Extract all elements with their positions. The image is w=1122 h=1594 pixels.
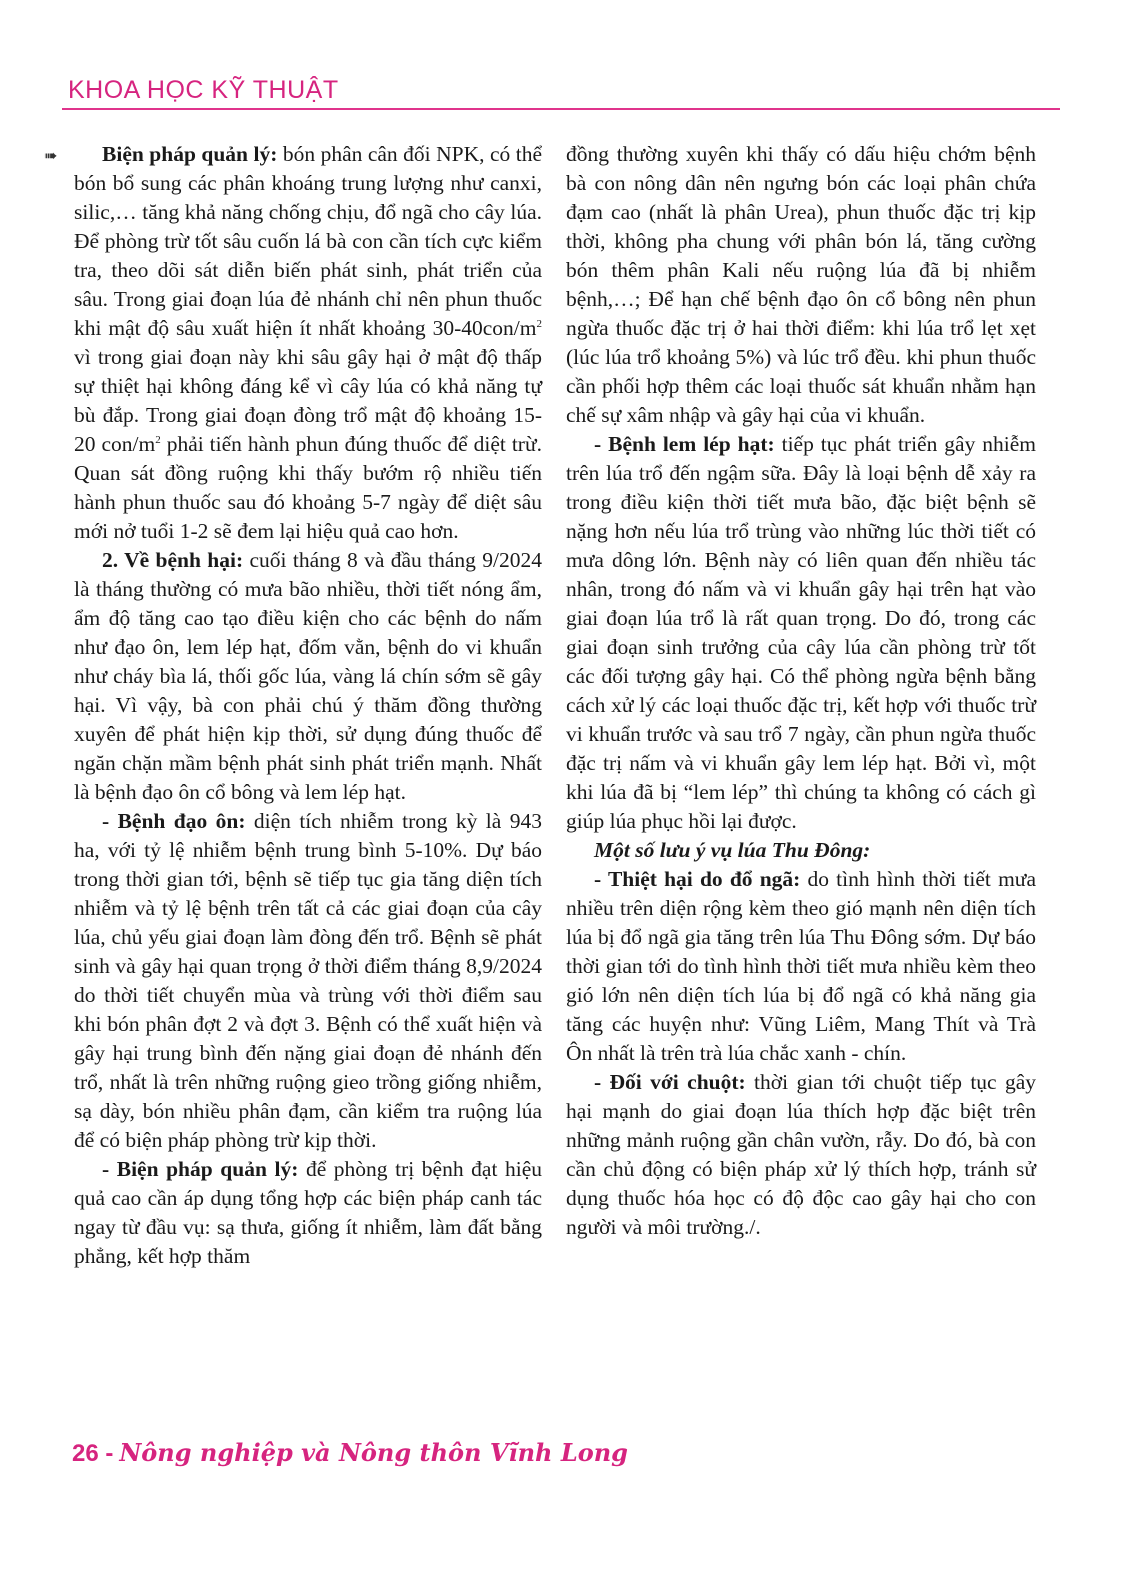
paragraph-text: cuối tháng 8 và đầu tháng 9/2024 là tháng thường có mưa bão nhiều, thời tiết nóng ẩm, ẩm độ tăng cao tạo điều kiện cho các bệnh do nấm như đạo ôn, lem lép hạt, đốm vằn, bệnh do vi khuẩn như cháy bìa lá, thối gốc lúa, vàng lá chín sớm sẽ gây hại. Vì vậy, bà con phải chú ý thăm đồng thường xuyên để phát hiện kịp thời, sử dụng đúng thuốc để ngăn chặn mầm bệnh phát sinh phát triển mạnh. Nhất là bệnh đạo ôn cổ bông và lem lép hạt. <box>74 548 543 804</box>
paragraph-blast-management <box>74 1155 542 1271</box>
paragraph-text: đồng thường xuyên khi thấy có dấu hiệu chớm bệnh bà con nông dân nên ngưng bón các loại phân chứa đạm cao (nhất là phân Urea), phun thuốc đặc trị kịp thời, không pha chung với phân bón lá, tăng cường bón thêm phân Kali nếu ruộng lúa đã bị nhiễm bệnh,…; Để hạn chế bệnh đạo ôn cổ bông nên phun ngừa thuốc đặc trị ở hai thời điểm: khi lúa trổ lẹt xẹt (lúc lúa trổ khoảng 5%) và lúc trổ đều. khi phun thuốc cần phối hợp thêm các loại thuốc sát khuẩn nhằm hạn chế sự xâm nhập và gây hại của vi khuẩn. <box>566 142 1036 427</box>
page-number: 26 - <box>72 1440 114 1467</box>
paragraph-label: - Đối với chuột: <box>594 1070 746 1094</box>
paragraph-label: - Thiệt hại do đổ ngã: <box>594 867 801 891</box>
paragraph-blast-disease <box>74 807 542 1155</box>
paragraph-label: - Bệnh lem lép hạt: <box>594 432 775 456</box>
paragraph-label: 2. Về bệnh hại: <box>102 548 244 572</box>
subheading-text: Một số lưu ý vụ lúa Thu Đông: <box>594 838 871 862</box>
paragraph-text: tiếp tục phát triển gây nhiễm trên lúa trổ đến ngậm sữa. Đây là loại bệnh dễ xảy ra trong điều kiện thời tiết mưa bão, đặc biệt bệnh sẽ nặng hơn nếu lúa trổ trùng vào những lúc thời tiết có mưa dông lớn. Bệnh này có liên quan đến nhiều tác nhân, trong đó nấm và vi khuẩn gây hại trên hạt vào giai đoạn lúa trổ là rất quan trọng. Do đó, trong các giai đoạn sinh trưởng của cây lúa cần phòng trừ tốt các đối tượng gây hại. Có thể phòng ngừa bệnh bằng cách xử lý các loại thuốc đặc trị, kết hợp với thuốc trừ vi khuẩn trước và sau trổ 7 ngày, cần phun ngừa thuốc đặc trị nấm và vi khuẩn gây lem lép hạt. Bởi vì, một khi lúa đã bị “lem lép” thì chúng ta không có cách gì giúp lúa phục hồi lại được. <box>566 432 1037 833</box>
paragraph-text: vì trong giai đoạn này khi sâu gây hại ở mật độ thấp sự thiệt hại không đáng kể vì cây lúa có khả năng tự bù đắp. Trong giai đoạn đòng trổ mật độ khoảng 15-20 con/m <box>74 345 542 456</box>
paragraph-text: thời gian tới chuột tiếp tục gây hại mạnh do giai đoạn lúa thích hợp đặc biệt trên những mảnh ruộng gần chân vườn, rẫy. Do đó, bà con cần chủ động có biện pháp xử lý thích hợp, tránh sử dụng thuốc hóa học có độ độc cao gây hại cho con người và môi trường./. <box>566 1070 1036 1239</box>
right-column <box>566 140 1036 1242</box>
header-divider <box>62 108 1060 110</box>
paragraph-text: diện tích nhiễm trong kỳ là 943 ha, với tỷ lệ nhiễm bệnh trung bình 5-10%. Dự báo trong thời gian tới, bệnh sẽ tiếp tục gia tăng diện tích nhiễm và tỷ lệ bệnh trên tất cả các giai đoạn của cây lúa, chủ yếu giai đoạn làm đòng đến trổ. Bệnh sẽ phát sinh và gây hại quan trọng ở thời điểm tháng 8,9/2024 do thời tiết chuyển mùa và trùng với thời điểm sau khi bón phân đợt 2 và đợt 3. Bệnh có thể xuất hiện và gây hại trung bình đến nặng giai đoạn đẻ nhánh đến trổ, nhất là trên những ruộng gieo trồng giống nhiễm, sạ dày, bón nhiều phân đạm, cần kiểm tra ruộng lúa để có biện pháp phòng trừ kịp thời. <box>74 809 542 1152</box>
paragraph-rats <box>566 1068 1036 1242</box>
paragraph-diseases <box>74 546 542 807</box>
paragraph-text: do tình hình thời tiết mưa nhiều trên diện rộng kèm theo gió mạnh nên diện tích lúa bị đổ ngã gia tăng trên lúa Thu Đông sớm. Dự báo thời gian tới do tình hình thời tiết mưa nhiều kèm theo gió lớn nên diện tích lúa bị đổ ngã có khả năng gia tăng các huyện như: Vũng Liêm, Mang Thít và Trà Ôn nhất là trên trà lúa chắc xanh - chín. <box>566 867 1036 1065</box>
subheading-autumn-winter <box>566 836 1036 865</box>
paragraph-label: - Bệnh đạo ôn: <box>102 809 246 833</box>
paragraph-lodging-damage <box>566 865 1036 1068</box>
paragraph-label: - Biện pháp quản lý: <box>102 1157 299 1181</box>
paragraph-continued <box>566 140 1036 430</box>
paragraph-text: để phòng trị bệnh đạt hiệu quả cao cần áp dụng tổng hợp các biện pháp canh tác ngay từ đầu vụ: sạ thưa, giống ít nhiễm, làm đất bằng phẳng, kết hợp thăm <box>74 1157 542 1268</box>
arrow-bullet-icon: ➠ <box>44 146 58 165</box>
superscript: 2 <box>155 433 161 446</box>
superscript: 2 <box>536 317 542 330</box>
magazine-title: Nông nghiệp và Nông thôn Vĩnh Long <box>119 1438 628 1467</box>
paragraph-grain-discoloration <box>566 430 1036 836</box>
paragraph-text: bón phân cân đối NPK, có thể bón bổ sung các phân khoáng trung lượng như canxi, silic,… tăng khả năng chống chịu, đổ ngã cho cây lúa. Để phòng trừ tốt sâu cuốn lá bà con cần tích cực kiểm tra, theo dõi sát diễn biến phát sinh, phát triển của sâu. Trong giai đoạn lúa đẻ nhánh chỉ nên phun thuốc khi mật độ sâu xuất hiện ít nhất khoảng 30-40con/m <box>74 142 542 340</box>
section-header: KHOA HỌC KỸ THUẬT <box>68 76 339 104</box>
paragraph-management-measures <box>74 140 542 546</box>
left-column <box>74 140 542 1271</box>
paragraph-text: phải tiến hành phun đúng thuốc để diệt trừ. Quan sát đồng ruộng khi thấy bướm rộ nhiều tiến hành phun thuốc sau đó khoảng 5-7 ngày để diệt sâu mới nở tuổi 1-2 sẽ đem lại hiệu quả cao hơn. <box>74 432 542 543</box>
paragraph-label: Biện pháp quản lý: <box>102 142 278 166</box>
page-footer <box>72 1438 628 1468</box>
